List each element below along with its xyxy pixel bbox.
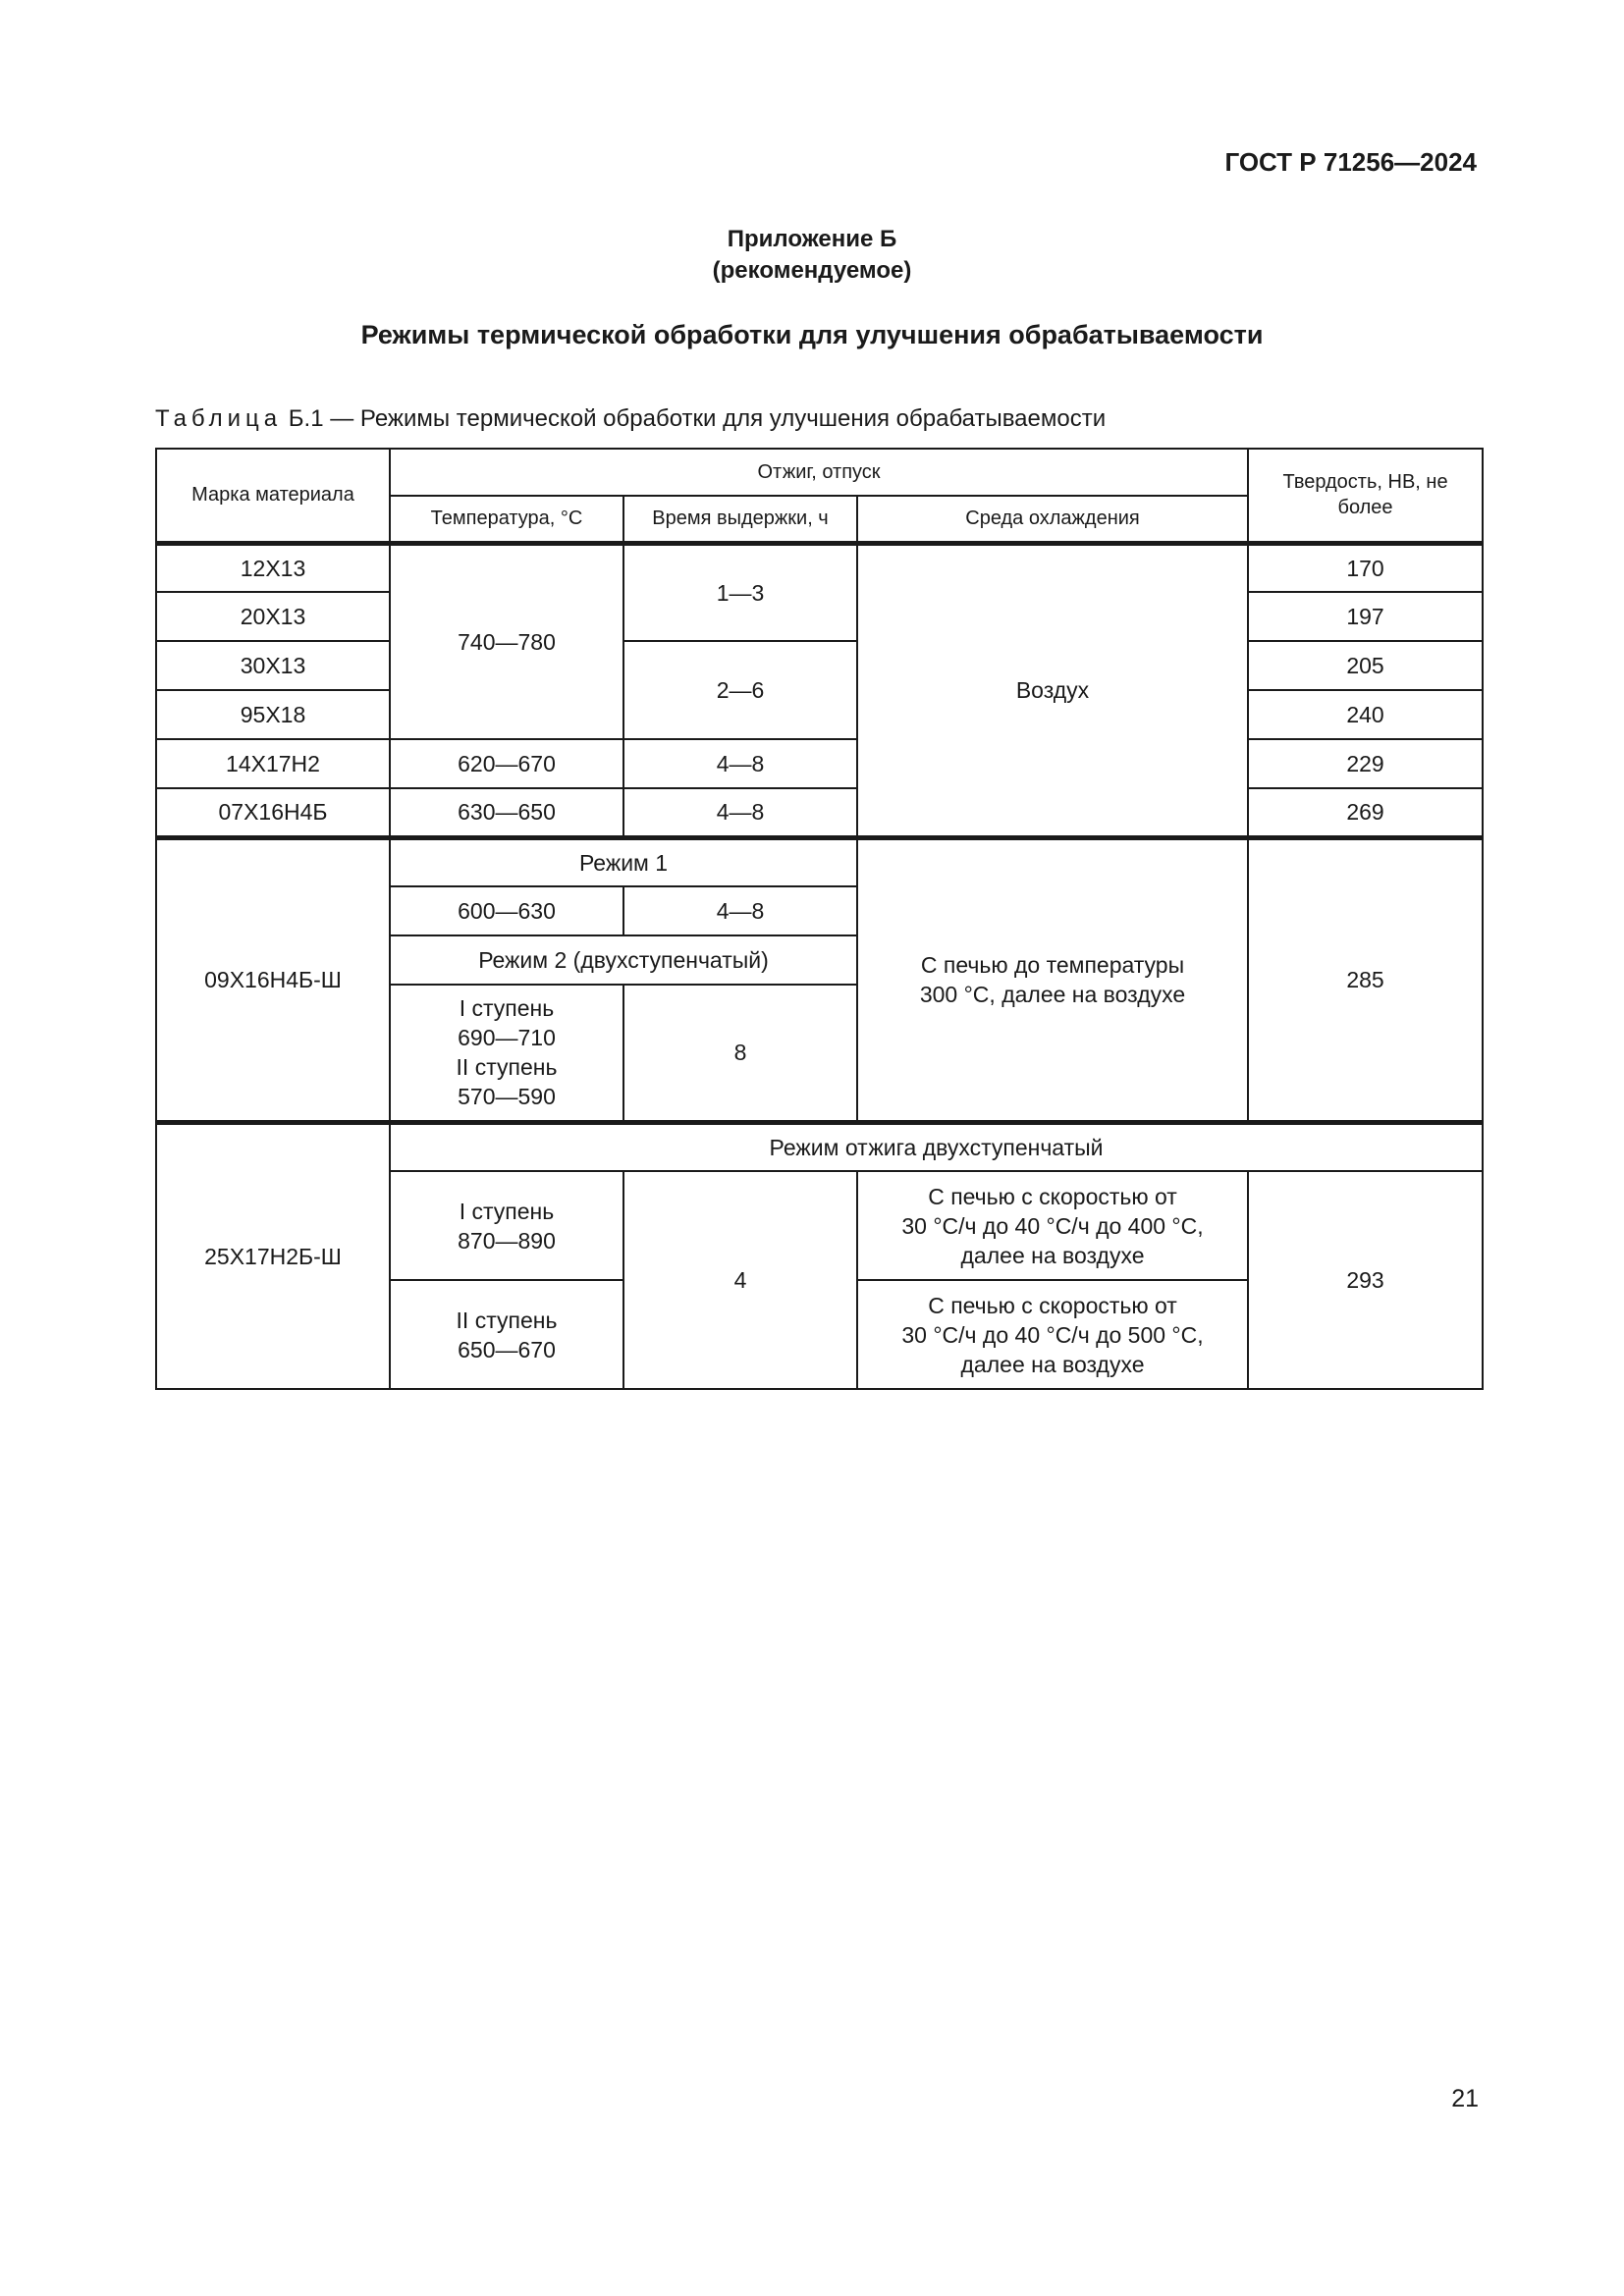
cell-hardness: 197 bbox=[1248, 592, 1483, 641]
heat-treatment-table bbox=[155, 448, 1484, 1390]
document-number: ГОСТ Р 71256—2024 bbox=[1224, 147, 1477, 177]
cell-temperature: 620—670 bbox=[390, 739, 623, 788]
cell-material: 95Х18 bbox=[156, 690, 390, 739]
page-number: 21 bbox=[1451, 2085, 1479, 2112]
cooling-line: С печью с скоростью от bbox=[928, 1292, 1177, 1318]
header-material: Марка материала bbox=[156, 449, 390, 543]
cell-cooling bbox=[857, 1280, 1248, 1389]
cell-material: 09Х16Н4Б-Ш bbox=[156, 837, 390, 1122]
cooling-line: 300 °С, далее на воздухе bbox=[919, 982, 1186, 1007]
appendix-title: Приложение Б bbox=[727, 226, 897, 252]
cell-hardness: 205 bbox=[1248, 641, 1483, 690]
cell-hold-time: 8 bbox=[623, 985, 857, 1122]
cell-hold-time: 1—3 bbox=[623, 543, 857, 641]
cell-hardness: 285 bbox=[1248, 837, 1483, 1122]
stage-label: I ступень bbox=[459, 995, 555, 1022]
cooling-line: далее на воздухе bbox=[960, 1351, 1145, 1377]
appendix-status: (рекомендуемое) bbox=[712, 257, 912, 284]
cell-temperature: 600—630 bbox=[390, 886, 623, 935]
stage-temp: 570—590 bbox=[458, 1084, 556, 1110]
cell-material: 12Х13 bbox=[156, 543, 390, 592]
section-heading: Режимы термической обработки для улучшения обрабатываемости bbox=[360, 320, 1264, 349]
cell-material: 20Х13 bbox=[156, 592, 390, 641]
caption-prefix: Таблица bbox=[155, 405, 283, 432]
header-hold-time: Время выдержки, ч bbox=[623, 496, 857, 543]
table-caption bbox=[155, 405, 1106, 433]
cooling-line: С печью с скоростью от bbox=[928, 1183, 1177, 1209]
cell-cooling: Воздух bbox=[857, 543, 1248, 837]
cooling-line: 30 °С/ч до 40 °С/ч до 500 °С, bbox=[901, 1321, 1204, 1348]
header-hardness: Твердость, НВ, не более bbox=[1248, 449, 1483, 543]
cell-hold-time: 4—8 bbox=[623, 886, 857, 935]
stage-temp: 690—710 bbox=[458, 1025, 556, 1051]
cell-temperature bbox=[390, 1171, 623, 1280]
cell-hardness: 240 bbox=[1248, 690, 1483, 739]
cell-cooling bbox=[857, 837, 1248, 1122]
cell-hold-time: 4 bbox=[623, 1171, 857, 1389]
cell-hold-time: 4—8 bbox=[623, 739, 857, 788]
cooling-line: С печью до температуры bbox=[920, 952, 1185, 978]
header-cooling: Среда охлаждения bbox=[857, 496, 1248, 543]
stage-temp: 650—670 bbox=[458, 1336, 556, 1362]
stage-label: I ступень bbox=[459, 1198, 555, 1224]
cooling-line: 30 °С/ч до 40 °С/ч до 400 °С, bbox=[901, 1212, 1204, 1239]
cell-temperature: 740—780 bbox=[390, 543, 623, 739]
cell-hold-time: 4—8 bbox=[623, 788, 857, 837]
cell-temperature bbox=[390, 1280, 623, 1389]
caption-text: Б.1 — Режимы термической обработки для улучшения обрабатываемости bbox=[282, 405, 1107, 432]
cell-hardness: 229 bbox=[1248, 739, 1483, 788]
cell-temperature: 630—650 bbox=[390, 788, 623, 837]
cell-mode: Режим отжига двухступенчатый bbox=[390, 1122, 1483, 1171]
cell-material: 14Х17Н2 bbox=[156, 739, 390, 788]
header-annealing: Отжиг, отпуск bbox=[390, 449, 1248, 496]
header-temperature: Температура, °С bbox=[390, 496, 623, 543]
cell-mode: Режим 1 bbox=[390, 837, 857, 886]
cell-material: 07Х16Н4Б bbox=[156, 788, 390, 837]
cell-material: 30Х13 bbox=[156, 641, 390, 690]
cell-hardness: 170 bbox=[1248, 543, 1483, 592]
cell-material: 25Х17Н2Б-Ш bbox=[156, 1122, 390, 1389]
cooling-line: далее на воздухе bbox=[960, 1242, 1145, 1268]
cell-mode: Режим 2 (двухступенчатый) bbox=[390, 935, 857, 985]
cell-hold-time: 2—6 bbox=[623, 641, 857, 739]
stage-label: II ступень bbox=[456, 1054, 558, 1081]
cell-hardness: 293 bbox=[1248, 1171, 1483, 1389]
cell-cooling bbox=[857, 1171, 1248, 1280]
stage-label: II ступень bbox=[456, 1307, 558, 1333]
cell-temperature bbox=[390, 985, 623, 1122]
cell-hardness: 269 bbox=[1248, 788, 1483, 837]
stage-temp: 870—890 bbox=[458, 1227, 556, 1254]
